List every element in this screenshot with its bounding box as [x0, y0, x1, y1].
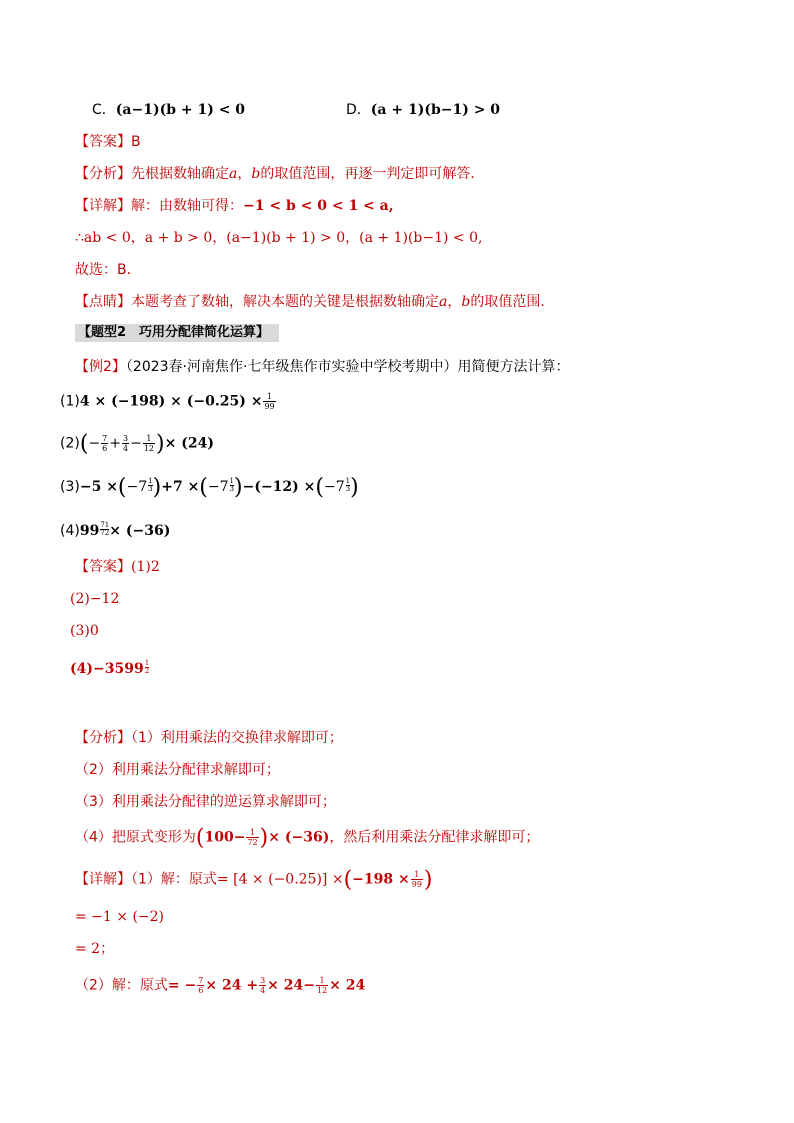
analysis-1: 【分析】先根据数轴确定a，b的取值范围，再逐一判定即可解答． [75, 166, 485, 182]
answer-2-1: 【答案】(1)2 [75, 559, 160, 575]
comment-1: 【点睛】本题考查了数轴，解决本题的关键是根据数轴确定a，b的取值范围． [75, 294, 555, 310]
mixed-fraction: $\frac{1}{3}$ [148, 477, 153, 493]
analysis-2: 【分析】（1）利用乘法的交换律求解即可； [75, 730, 343, 746]
option-c: C．(a−1)(b + 1) < 0 [92, 102, 246, 118]
fraction: $\frac{1}{12}$ [143, 434, 155, 453]
section-header: 【题型2 巧用分配律简化运算】 [75, 324, 279, 342]
answer-2-2: (2)−12 [70, 591, 120, 607]
example-2: 【例2】（2023春·河南焦作·七年级焦作市实验中学校考期中）用简便方法计算： [75, 359, 570, 375]
problem-2: (2)(− $\frac{7}{6}$ + $\frac{3}{4}$ − $\frac{1}{12}$ )× (24) [60, 431, 214, 457]
fraction: $\frac{7}{6}$ [102, 434, 108, 453]
therefore-1: ∴ab < 0，a + b > 0，(a−1)(b + 1) > 0，(a + 1)(b−1) < 0, [75, 230, 483, 246]
fraction: $\frac{3}{4}$ [123, 434, 129, 453]
mixed-fraction: $\frac{71}{72}$ [100, 521, 110, 537]
fraction: $\frac{7}{6}$ [198, 976, 204, 995]
fraction: $\frac{1}{72}$ [247, 828, 258, 847]
answer-1: 【答案】B [75, 134, 141, 150]
analysis-2-l2: （2）利用乘法分配律求解即可； [75, 762, 280, 778]
fraction: $\frac{3}{4}$ [260, 976, 266, 995]
problem-3: (3)−5 ×(−7 $\frac{1}{3}$ )+7 ×(−7 $\frac{1}{3}$ )−(−12) ×(−7 $\frac{1}{3}$ ) [60, 475, 359, 500]
option-d: D．(a + 1)(b−1) > 0 [346, 102, 501, 118]
problem-4: (4)99 $\frac{71}{72}$ × (−36) [60, 521, 171, 539]
detail-2-l4: （2）解：原式= − $\frac{7}{6}$ × 24 + $\frac{3}{4}$ × 24− $\frac{1}{12}$ × 24 [75, 976, 366, 995]
answer-2-4: (4)−3599 $\frac{1}{2}$ [70, 659, 150, 677]
choose-1: 故选：B． [75, 262, 141, 278]
problem-1: (1)4 × (−198) × (−0.25) × $\frac{1}{99}$ [60, 392, 275, 411]
detail-1: 【详解】解：由数轴可得：−1 < b < 0 < 1 < a, [75, 198, 394, 214]
fraction: $\frac{1}{12}$ [316, 976, 328, 995]
detail-2-l3: = 2； [75, 941, 115, 957]
option-d-expr: (a + 1)(b−1) > 0 [370, 102, 501, 118]
answer-2-3: (3)0 [70, 623, 99, 639]
analysis-2-l3: （3）利用乘法分配律的逆运算求解即可； [75, 794, 336, 810]
analysis-2-l4: （4）把原式变形为(100− $\frac{1}{72}$ )× (−36)，然后利用乘法分配律求解即可； [75, 825, 540, 851]
mixed-fraction: $\frac{1}{2}$ [144, 659, 150, 675]
mixed-fraction: $\frac{1}{3}$ [229, 477, 234, 493]
fraction: $\frac{1}{99}$ [264, 392, 275, 411]
detail-2-l1: 【详解】（1）解：原式= [4 × (−0.25)] ×(−198 × $\frac{1}{99}$ ) [75, 867, 433, 893]
mixed-fraction: $\frac{1}{3}$ [345, 477, 351, 493]
fraction: $\frac{1}{99}$ [411, 870, 422, 889]
option-c-expr: (a−1)(b + 1) < 0 [115, 102, 246, 118]
detail-2-l2: = −1 × (−2) [75, 909, 165, 925]
